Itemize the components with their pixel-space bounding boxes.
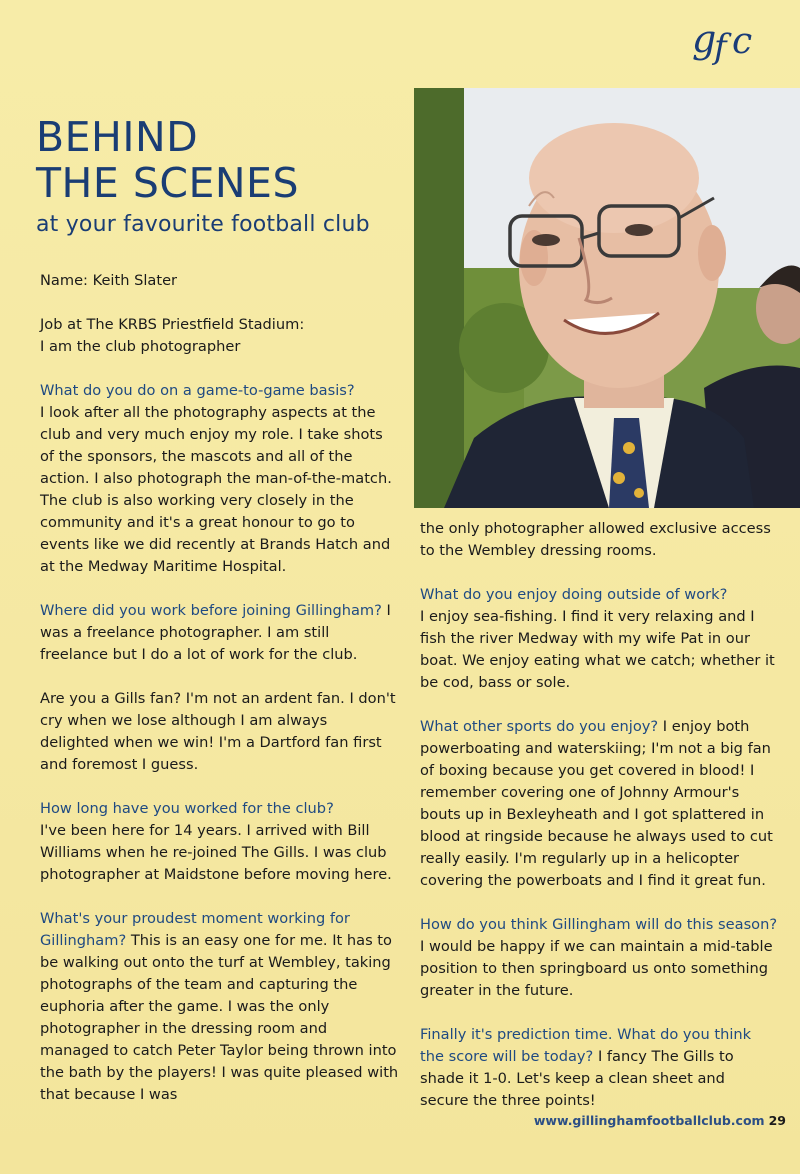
qa-answer: I would be happy if we can maintain a mid-table position to then springboard us onto something greater in the future. [420, 938, 773, 999]
qa-answer: I was a freelance photographer. I am still freelance but I do a lot of work for the club. [40, 602, 391, 663]
qa-item [420, 716, 778, 892]
profile-job-block [40, 314, 400, 358]
qa-answer: I look after all the photography aspects at the club and very much enjoy my role. I take shots of the sponsors, the mascots and all of the action. I also photograph the man-of-the-match. The club is also working very closely in the community and it's a great honour to go to events like we did recently at Brands Hatch and at the Medway Maritime Hospital. [40, 404, 392, 575]
qa-answer: I enjoy sea-fishing. I find it very relaxing and I fish the river Medway with my wife Pat in our boat. We enjoy eating what we catch; whether it be cod, bass or sole. [420, 608, 775, 691]
qa-continuation [420, 518, 778, 562]
qa-question: How do you think Gillingham will do this season? [420, 916, 778, 933]
qa-question: What do you enjoy doing outside of work? [420, 586, 728, 603]
heading-line-1: BEHIND [36, 113, 199, 161]
qa-question: Are you a Gills fan? [40, 690, 182, 707]
qa-answer: I enjoy both powerboating and waterskiing; I'm not a big fan of boxing because you get covered in blood! I remember covering one of Johnny Armour's bouts up in Bexleyheath and I got splattered in blood at ringside because he always used to cut really easily. I'm regularly up in a helicopter covering the powerboats and I find it great fun. [420, 718, 773, 889]
article-heading [36, 114, 370, 237]
page-number: 29 [768, 1113, 786, 1128]
qa-answer: I've been here for 14 years. I arrived with Bill Williams when he re-joined The Gills. I was club photographer at Maidstone before moving here. [40, 822, 392, 883]
qa-item [40, 798, 400, 886]
article-column-left [40, 270, 400, 1128]
profile-name: Name: Keith Slater [40, 272, 178, 289]
qa-question: What other sports do you enjoy? [420, 718, 659, 735]
qa-question: Where did you work before joining Gillingham? [40, 602, 382, 619]
qa-question: Finally it's prediction time. What do you think the score will be today? [420, 1026, 752, 1065]
qa-answer: This is an easy one for me. It has to be walking out onto the turf at Wembley, taking photographs of the team and capturing the euphoria after the game. I was the only photographer in the dressing room and managed to catch Peter Taylor being thrown into the bath by the players! I was quite pleased with that because I was [40, 932, 399, 1103]
portrait-illustration [414, 88, 800, 508]
qa-item [420, 1024, 778, 1112]
qa-item [420, 914, 778, 1002]
heading-subtitle: at your favourite football club [36, 212, 370, 237]
page-footer [534, 1113, 786, 1128]
profile-block [40, 270, 400, 292]
qa-item [40, 380, 400, 578]
portrait-photo [414, 88, 800, 508]
heading-line-2: THE SCENES [36, 159, 299, 207]
qa-item [40, 908, 400, 1106]
profile-job-label: Job at The KRBS Priestfield Stadium: [40, 316, 305, 333]
club-logo: g f c [692, 17, 753, 67]
article-column-right [420, 518, 778, 1134]
qa-answer: I'm not an ardent fan. I don't cry when we lose although I am always delighted when we win! I'm a Dartford fan first and foremost I guess. [40, 690, 396, 773]
qa-answer: the only photographer allowed exclusive access to the Wembley dressing rooms. [420, 520, 771, 559]
qa-question: How long have you worked for the club? [40, 800, 334, 817]
qa-answer: I fancy The Gills to shade it 1-0. Let's keep a clean sheet and secure the three points! [420, 1048, 734, 1109]
profile-job-answer: I am the club photographer [40, 338, 241, 355]
qa-question: What's your proudest moment working for Gillingham? [40, 910, 350, 949]
qa-question: What do you do on a game-to-game basis? [40, 382, 355, 399]
qa-item [40, 688, 400, 776]
footer-url: www.gillinghamfootballclub.com [533, 1113, 765, 1128]
qa-item [40, 600, 400, 666]
qa-item [420, 584, 778, 694]
